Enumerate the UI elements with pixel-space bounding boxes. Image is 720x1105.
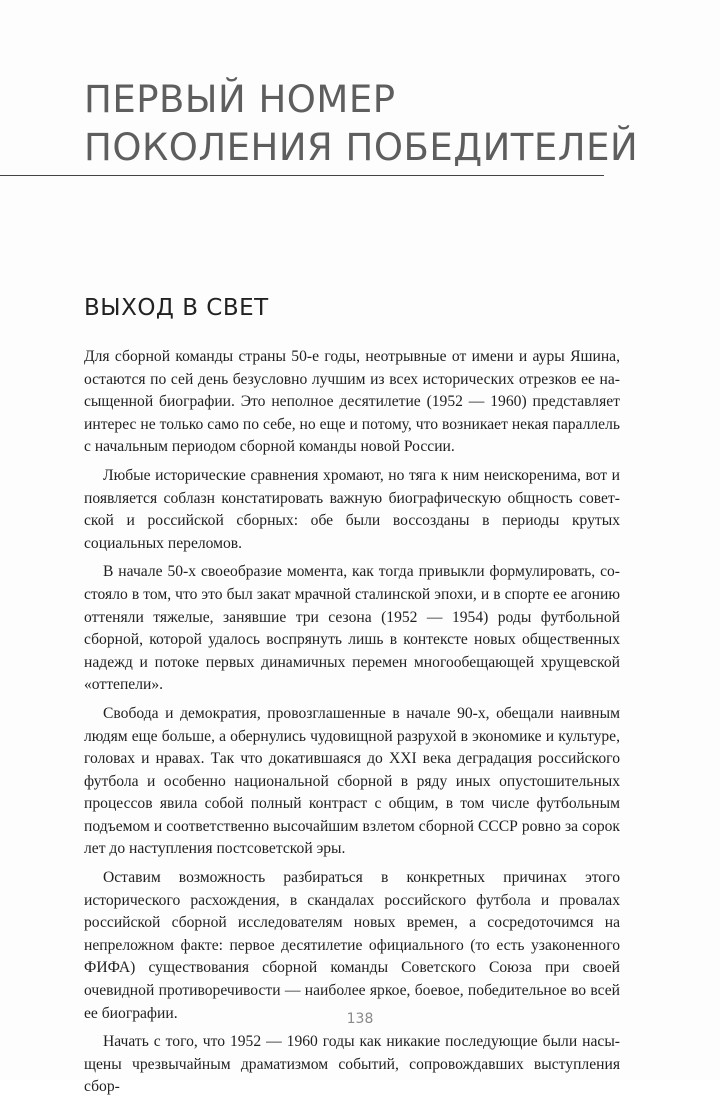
paragraph: Начать с того, что 1952 — 1960 годы как никакие последующие были насыщены чрезвычайным драматизмом событий, сопровождавших выступления сбор- — [84, 1033, 620, 1096]
page-number: 138 — [346, 1011, 374, 1027]
chapter-title — [84, 76, 639, 172]
paragraph: В начале 50-х своеобразие момента, как тогда привыкли формулировать, состояло в том, что это был закат мрачной сталинской эпохи, и в спорте ее агонию оттеняли тяжелые, занявшие три сезона (1952 — 1954) роды футбольной сборной, которой удалось воспрянуть лишь в контексте новых общественных надежд и потоке первых динамичных перемен многообещающей хрущевской «оттепели». — [84, 563, 620, 694]
title-underline-rule — [0, 175, 604, 176]
section-heading: ВЫХОД В СВЕТ — [84, 295, 269, 321]
paragraph: Оставим возможность разбираться в конкретных причинах этого исторического расхождения, в скандалах российского футбола и провалах российской сборной исследователям новых времен, а сосредоточимся на непреложном факте: первое десятилетие официального (то есть узаконенного ФИФА) существования сборной команды Советского Союза при своей очевидной противоречивости — наиболее яркое, боевое, победительное во всей ее биографии. — [84, 869, 620, 1022]
paragraph: Свобода и демократия, провозглашенные в начале 90-х, обещали наивным людям еще больше, а обернулись чудовищной разрухой в экономике и культуре, головах и нравах. Так что докатившаяся до XXI века деградация российского футбола и особенно национальной сборной в ряду иных опустошительных процессов явила собой полный контраст с общим, в том числе футбольным подъемом и соответственно высочайшим взлетом сборной СССР ровно за сорок лет до наступления постсоветской эры. — [84, 704, 620, 858]
body-text — [84, 346, 620, 1105]
chapter-title-line-2: ПОКОЛЕНИЯ ПОБЕДИТЕЛЕЙ — [84, 126, 639, 169]
paragraph: Для сборной команды страны 50-е годы, неотрывные от имени и ауры Яшина, остаются по сей день безусловно лучшим из всех исторических отрезков ее насыщенной биографии. Это неполное десятилетие (1952 — 1960) представляет интерес не только само по себе, но еще и потому, что возникает некая параллель с начальным периодом сборной команды новой России. — [84, 348, 620, 456]
paragraph: Любые исторические сравнения хромают, но тяга к ним неискоренима, вот и появляется соблазн констатировать важную биографическую общность советской и российской сборных: обе были воссозданы в периоды крутых социальных переломов. — [84, 466, 620, 552]
chapter-title-line-1: ПЕРВЫЙ НОМЕР — [84, 78, 396, 121]
